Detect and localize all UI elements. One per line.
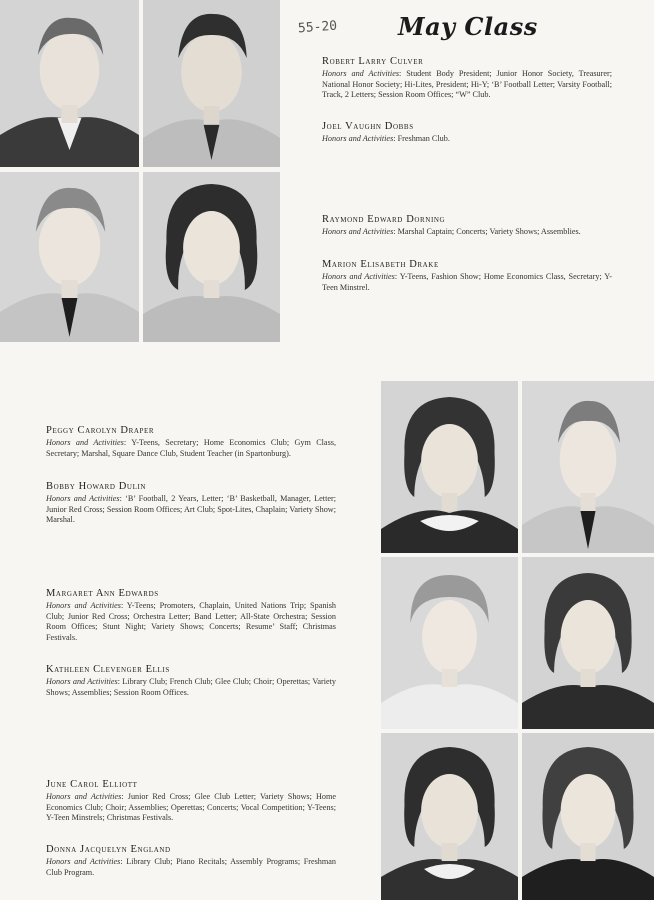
student-name: Margaret Ann Edwards [46,588,159,599]
activities-label: Honors and Activities [322,227,394,236]
student-name: Raymond Edward Dorning [322,214,446,225]
student-activities: Honors and Activities: Library Club; Piano Recitals; Assembly Programs; Freshman Club Program. [46,857,336,877]
activities-label: Honors and Activities [46,601,121,610]
activities-text: ‘B’ Football, 2 Years, Letter; ‘B’ Basketball, Manager, Letter; Junior Red Cross; Session Room Offices; Art Club; Spot-Lites, Chaplain; Variety Show; Marshal. [46,494,336,524]
student-activities: Honors and Activities: Junior Red Cross; Glee Club Letter; Variety Shows; Home Economics Club; Choir; Assemblies; Operettas; Concerts; Vocal Competition; Y-Teens; Y-Teen Minstrels; Christmas Festivals. [46,792,336,822]
activities-text: Freshman Club. [397,134,450,143]
activities-text: Student Body President; Junior Honor Society, Treasurer; National Honor Society; Hi-Lites, President; Hi-Y; ‘B’ Football Letter; Varsity Football; Track, 2 Letters; Session Room Offices; “W” Club. [322,69,613,99]
student-name: Marion Elisabeth Drake [322,259,439,270]
activities-label: Honors and Activities [46,857,121,866]
activities-label: Honors and Activities [322,69,400,78]
activities-label: Honors and Activities [46,438,124,447]
student-entry [46,779,336,824]
student-activities: Honors and Activities: ‘B’ Football, 2 Years, Letter; ‘B’ Basketball, Manager, Letter; Junior Red Cross; Session Room Offices; Art Club; Spot-Lites, Chaplain; Variety Show; Marshal. [46,494,336,524]
student-name: Robert Larry Culver [322,56,424,67]
portrait-photo [381,381,518,553]
portrait-photo [0,172,139,342]
activities-text: Library Club; Piano Recitals; Assembly Programs; Freshman Club Program. [46,857,336,877]
student-name: Donna Jacquelyn England [46,844,171,855]
student-activities: Honors and Activities: Marshal Captain; Concerts; Variety Shows; Assemblies. [322,227,581,236]
activities-label: Honors and Activities [322,134,394,143]
student-name: Kathleen Clevenger Ellis [46,664,170,675]
activities-label: Honors and Activities [46,792,122,801]
activities-text: Y-Teens, Fashion Show; Home Economics Class, Secretary; Y-Teen Minstrel. [322,272,612,292]
activities-text: Junior Red Cross; Glee Club Letter; Variety Shows; Home Economics Club; Choir; Assemblies; Operettas; Concerts; Vocal Competition; Y-Teens; Y-Teen Minstrels; Christmas Festivals. [46,792,336,822]
activities-text: Library Club; French Club; Glee Club; Choir; Operettas; Variety Shows; Assemblies; Session Room Offices. [46,677,336,697]
student-activities: Honors and Activities: Y-Teens, Fashion Show; Home Economics Class, Secretary; Y-Teen Minstrel. [322,272,612,292]
student-activities: Honors and Activities: Y-Teens; Promoters, Chaplain, United Nations Trip; Spanish Club; Junior Red Cross; Orchestra Letter; Band Letter; All-State Orchestra; Session Room Offices; Stunt Night; Variety Shows; Concerts; Resume’ Staff; Christmas Festivals. [46,601,336,642]
student-entry [322,56,612,101]
activities-text: Y-Teens; Promoters, Chaplain, United Nations Trip; Spanish Club; Junior Red Cross; Orchestra Letter; Band Letter; All-State Orchestra; Session Room Offices; Stunt Night; Variety Shows; Concerts; Resume’ Staff; Christmas Festivals. [46,601,336,642]
student-activities: Honors and Activities: Student Body President; Junior Honor Society, Treasurer; National Honor Society; Hi-Lites, President; Hi-Y; ‘B’ Football Letter; Varsity Football; Track, 2 Letters; Session Room Offices; “W” Club. [322,69,613,99]
activities-label: Honors and Activities [46,494,120,503]
portrait-photo [381,733,518,900]
student-name: Joel Vaughn Dobbs [322,121,414,132]
page-number: 55-20 [297,18,338,37]
student-entry [322,214,612,238]
activities-label: Honors and Activities [322,272,395,281]
student-entry [322,121,612,145]
student-entry [46,425,336,459]
student-entry [322,259,612,293]
student-name: June Carol Elliott [46,779,138,790]
student-name: Peggy Carolyn Draper [46,425,155,436]
activities-text: Y-Teens, Secretary; Home Economics Club; Gym Class, Secretary; Marshal, Square Dance Club, Student Teacher (in Spartonburg). [46,438,336,458]
student-entry [46,588,336,643]
portrait-photo [381,557,518,729]
portrait-photo [522,381,654,553]
portrait-photo [522,733,654,900]
student-activities: Honors and Activities: Y-Teens, Secretary; Home Economics Club; Gym Class, Secretary; Marshal, Square Dance Club, Student Teacher (in Spartonburg). [46,438,336,458]
activities-text: Marshal Captain; Concerts; Variety Shows; Assemblies. [397,227,581,236]
student-activities: Honors and Activities: Freshman Club. [322,134,450,143]
student-name: Bobby Howard Dulin [46,481,147,492]
portrait-photo [143,0,280,167]
student-activities: Honors and Activities: Library Club; French Club; Glee Club; Choir; Operettas; Variety Shows; Assemblies; Session Room Offices. [46,677,336,697]
student-entry [46,664,336,698]
student-entry [46,844,336,878]
activities-label: Honors and Activities [46,677,118,686]
portrait-photo [143,172,280,342]
student-entry [46,481,336,526]
page-title: May Class [398,12,538,41]
portrait-photo [0,0,139,167]
portrait-photo [522,557,654,729]
